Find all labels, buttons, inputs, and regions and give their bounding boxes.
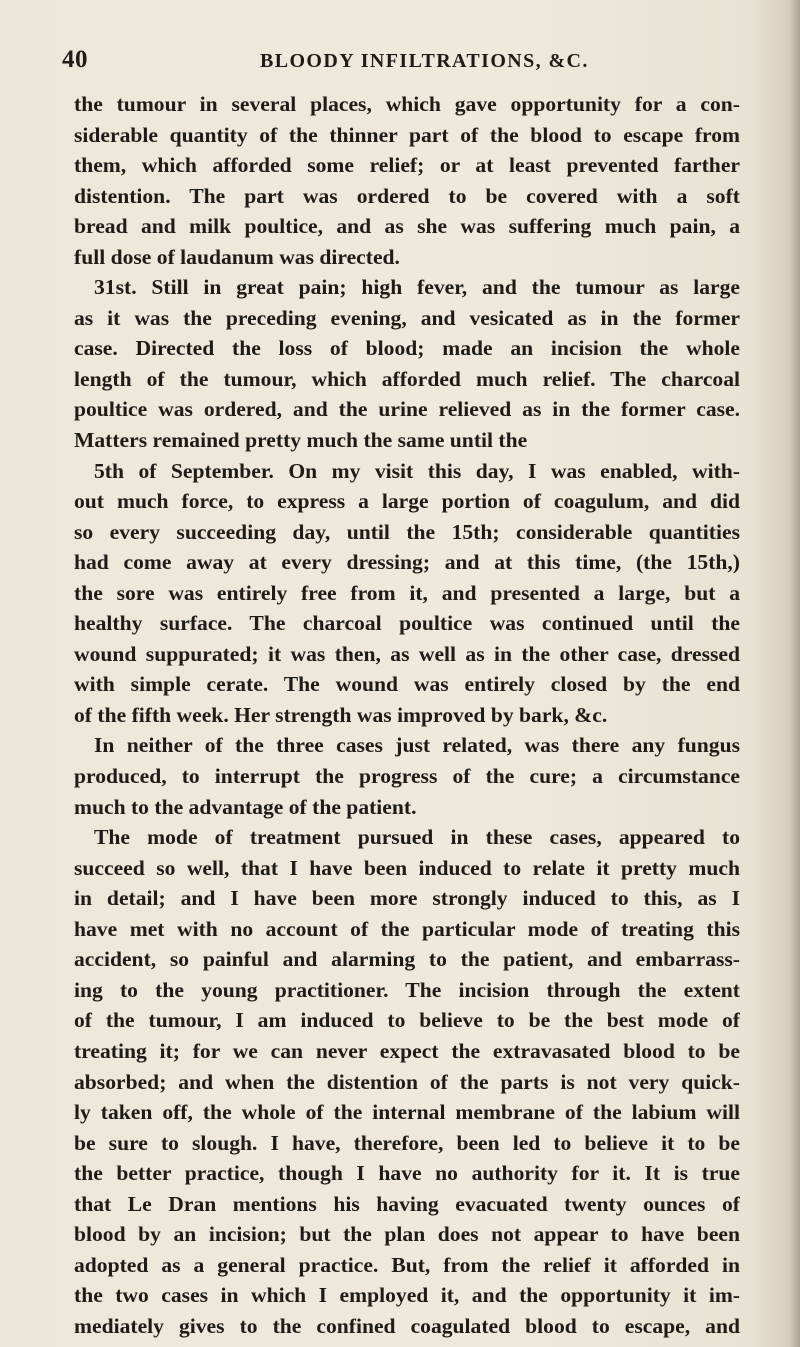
text-line: the tumour in several places, which gave opportunity for a con- [74, 92, 740, 116]
text-line: case. Directed the loss of blood; made an incision the whole [74, 336, 740, 361]
text-line: In neither of the three cases just related, was there any fungus [94, 733, 740, 758]
text-line: had come away at every dressing; and at this time, (the 15th,) [74, 550, 740, 575]
text-line: much to the advantage of the patient. [74, 794, 417, 819]
text-line: poultice was ordered, and the urine relieved as in the former case. [74, 397, 740, 422]
text-line: absorbed; and when the distention of the parts is not very quick- [74, 1069, 740, 1094]
page-header [62, 46, 730, 86]
text-line: siderable quantity of the thinner part of the blood to escape from [74, 122, 740, 147]
text-line: that Le Dran mentions his having evacuated twenty ounces of [74, 1191, 740, 1216]
text-line: treating it; for we can never expect the extravasated blood to be [74, 1038, 740, 1063]
text-line: accident, so painful and alarming to the patient, and embarrass- [74, 947, 740, 972]
text-line: with simple cerate. The wound was entirely closed by the end [74, 672, 740, 697]
text-line: adopted as a general practice. But, from the relief it afforded in [74, 1252, 740, 1277]
text-line: ing to the young practitioner. The incision through the extent [74, 977, 740, 1002]
text-line: length of the tumour, which afforded much relief. The charcoal [74, 366, 740, 391]
text-line: 5th of September. On my visit this day, I was enabled, with- [94, 458, 740, 483]
text-line: The mode of treatment pursued in these cases, appeared to [94, 825, 740, 850]
text-line: out much force, to express a large portion of coagulum, and did [74, 489, 740, 514]
text-line: of the tumour, I am induced to believe to be the best mode of [74, 1008, 740, 1033]
page-number: 40 [62, 46, 88, 73]
text-line: blood by an incision; but the plan does not appear to have been [74, 1222, 740, 1247]
running-title: BLOODY INFILTRATIONS, &C. [260, 50, 589, 72]
text-line: the two cases in which I employed it, and the opportunity it im- [74, 1283, 740, 1308]
text-line: healthy surface. The charcoal poultice was continued until the [74, 611, 740, 636]
text-line: succeed so well, that I have been induced to relate it pretty much [74, 855, 740, 880]
body-text [74, 89, 740, 1341]
text-line: of the fifth week. Her strength was improved by bark, &c. [74, 702, 608, 727]
text-line: the better practice, though I have no authority for it. It is true [74, 1161, 740, 1186]
text-line: wound suppurated; it was then, as well as in the other case, dressed [74, 641, 740, 666]
text-line: full dose of laudanum was directed. [74, 244, 400, 269]
text-line: bread and milk poultice, and as she was suffering much pain, a [74, 214, 740, 239]
text-line: produced, to interrupt the progress of the cure; a circumstance [74, 764, 740, 789]
text-line: Matters remained pretty much the same until the [74, 428, 528, 453]
text-line: be sure to slough. I have, therefore, been led to believe it to be [74, 1130, 740, 1155]
text-line: them, which afforded some relief; or at least prevented farther [74, 153, 740, 178]
text-line: have met with no account of the particular mode of treating this [74, 916, 740, 941]
text-line: as it was the preceding evening, and vesicated as in the former [74, 305, 740, 330]
text-line: ly taken off, the whole of the internal membrane of the labium will [74, 1100, 740, 1125]
text-line: mediately gives to the confined coagulated blood to escape, and [74, 1313, 740, 1338]
text-line: distention. The part was ordered to be covered with a soft [74, 183, 740, 208]
text-line: in detail; and I have been more strongly induced to this, as I [74, 886, 740, 911]
page-edge-shadow [790, 0, 800, 1347]
text-line: 31st. Still in great pain; high fever, and the tumour as large [94, 275, 740, 300]
text-line: so every succeeding day, until the 15th; considerable quantities [74, 519, 740, 544]
text-line: the sore was entirely free from it, and presented a large, but a [74, 580, 740, 605]
